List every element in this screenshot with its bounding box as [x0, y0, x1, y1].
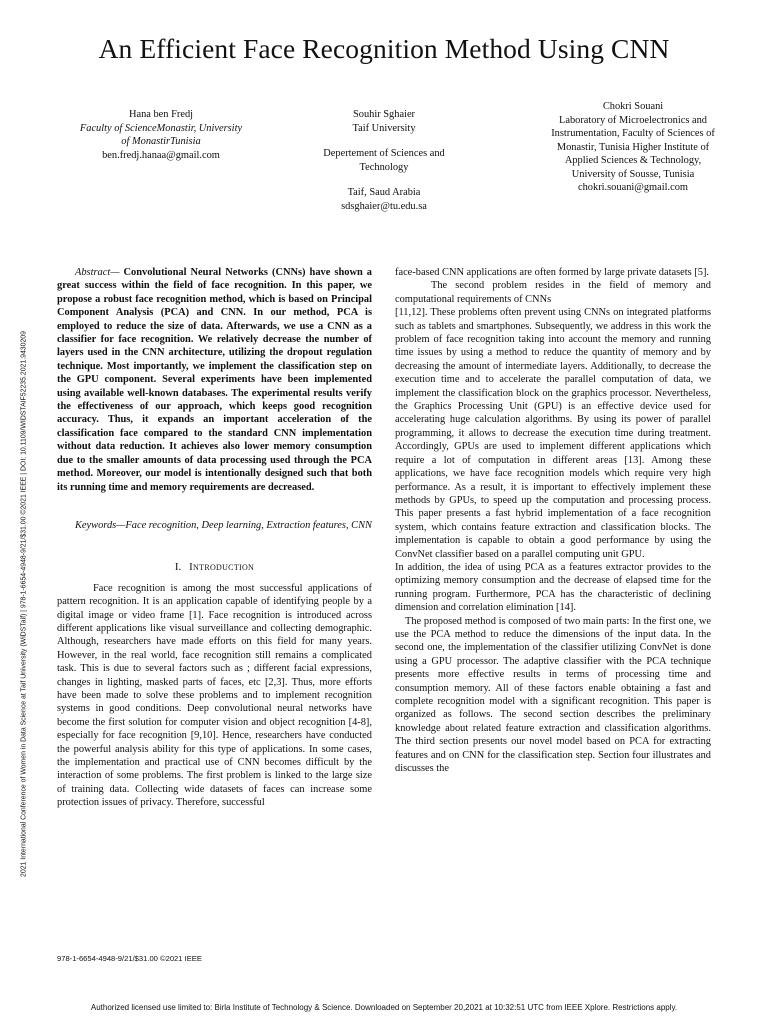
author-affiliation: Monastir, Tunisia Higher Institute of: [556, 141, 710, 153]
right-column: [395, 266, 711, 775]
body-paragraph: The second problem resides in the field of memory and computational requirements of CNNs: [395, 280, 711, 305]
conference-sidebar-text: 2021 International Conference of Women in Data Science at Taif University (WiDSTaif) | 978-1-6654-4948-9/21/$31.00 ©2021 IEEE | DOI: 10.1109/WIDSTAIF52235.2021.9430209: [20, 331, 28, 877]
section-title: Introduction: [189, 561, 255, 574]
author-email: sdsghaier@tu.edu.sa: [341, 200, 427, 212]
abstract: [57, 266, 372, 494]
author-affiliation: Taif University: [352, 122, 416, 134]
left-column: [57, 266, 372, 810]
author-block-2: [289, 108, 479, 213]
author-affiliation: Instrumentation, Faculty of Sciences of: [551, 128, 715, 139]
author-affiliation: Faculty of ScienceMonastir, University: [79, 122, 243, 134]
author-email: ben.fredj.hanaa@gmail.com: [102, 149, 220, 161]
author-block-3: [513, 100, 753, 195]
abstract-body: Convolutional Neural Networks (CNNs) have shown a great success within the field of face recognition. In this paper, we propose a robust face recognition method, which is based on Principal Component Analysis (PCA) and CNN. In our method, PCA is employed to reduce the size of data. Afterwards, we use a CNN as a classifier for face recognition. We relatively decrease the number of layers used in the CNN architecture, utilizing the dropout regulation technique. Most importantly, we implement the classification step on the GPU component. Several experiments have been implemented using available well-known databases. The experimental results verify the effectiveness of our approach, which keeps good recognition accuracy. Thus, it expands an important acceleration of the classification face compared to the standard CNN implementation without data reduction. It achieves also lower memory consumption due to the smaller amounts of data processing used through the PCA method. Moreover, our model is intentionally designed such that both its running time and memory requirements are decreased.: [57, 267, 372, 493]
author-email: chokri.souani@gmail.com: [578, 182, 688, 193]
abstract-lead: Abstract—: [75, 267, 120, 278]
author-affiliation: Laboratory of Microelectronics and: [558, 114, 707, 126]
body-paragraph: [11,12]. These problems often prevent using CNNs on integrated platforms such as tablets and smartphones. Subsequently, we address in this work the problem of face recognition taking into account the memory and running time issues by using a method to reduce the quantity of memory and by decreasing the amount of intermediate layers. Additionally, to decrease the execution time and to accelerate the parallel computation of data, we implement the classification block on the graphics processor. Nevertheless, the Graphics Processing Unit (GPU) is an effective device used for accelerating huge calculation algorithms. By using its power of parallel programming, it allows to decrease the execution time during treatment. Accordingly, GPUs are used to implement different applications which require a lot of computation in different areas [13]. Among these applications, we have face recognition models which require very high performance. As a result, it is important to effectively implement these methods by GPUs, to speed up the computation and processing process. This paper presents a fast hybrid implementation of a face recognition system, which contains feature extraction and classification blocks. The implementation is capable to obtain a good performance by using the ConvNet classifier based on a parallel computing unit GPU.: [395, 307, 711, 560]
author-affiliation: Technology: [359, 161, 409, 173]
author-affiliation: Depertement of Sciences and: [323, 148, 445, 159]
author-affiliation: Applied Sciences & Technology,: [564, 155, 702, 166]
body-paragraph: face-based CNN applications are often formed by large private datasets [5].: [395, 267, 709, 278]
copyright-notice: 978-1-6654-4948-9/21/$31.00 ©2021 IEEE: [57, 954, 202, 963]
license-footer: Authorized licensed use limited to: Birla Institute of Technology & Science. Downloaded on September 20,2021 at 10:32:51 UTC from IEEE Xplore. Restrictions apply.: [90, 1003, 678, 1012]
author-affiliation: University of Sousse, Tunisia: [571, 168, 695, 180]
author-location: Taif, Saud Arabia: [347, 187, 421, 198]
section-number: I.: [174, 561, 182, 574]
body-paragraph: In addition, the idea of using PCA as a features extractor provides to the optimizing memory consumption and the decrease of elapsed time for the running program. Furthermore, PCA has the characteristic of declining dimension and correlation elimination [14].: [395, 561, 711, 614]
body-paragraph: The proposed method is composed of two main parts: In the first one, we use the PCA method to reduce the dimensions of the input data. In the second one, the implementation of the classifier utilizing ConvNet is done using a GPU processor. The adaptive classifier with the PCA technique presents more effective results in terms of processing time and consumption memory. All of these factors enable obtaining a fast and complete recognition model with a significant recognition. This paper is organized as follows. The second section describes the preliminary knowledge about related feature extraction and classification algorithms. The third section presents our novel model based on PCA for extracting features and on CNN for the classification step. Section four illustrates and discusses the: [395, 615, 711, 775]
author-name: Souhir Sghaier: [352, 109, 416, 120]
keywords: Keywords—Face recognition, Deep learning, Extraction features, CNN: [75, 519, 372, 531]
author-block-1: [66, 108, 256, 162]
paper-title: An Efficient Face Recognition Method Using CNN: [98, 33, 670, 64]
author-name: Hana ben Fredj: [128, 109, 194, 120]
author-affiliation: of MonastirTunisia: [121, 136, 201, 147]
section-heading: [57, 561, 372, 574]
conference-sidebar: [12, 238, 36, 970]
body-paragraph: Face recognition is among the most successful applications of pattern recognition. It is an application capable of identifying people by a digital image or video frame [1]. Face recognition is introduced across different applications like visual surveillance and collecting demographic. Although, researchers have made efforts on this field for many years. However, in the real world, face recognition still remains a complicated task. This is due to several factors such as ; different facial expressions, changes in lighting, masked parts of faces, etc [2,3]. Thus, more efforts have been made to solve these problems and to implement recognition systems in good conditions. Deep convolutional neural networks have become the first solution for computer vision and object recognition [4-8], especially for face recognition [9,10]. Hence, researchers have conducted the powerful analysis ability for this type of applications. In some cases, the implementation and practical use of CNN becomes difficult by the interaction of some problems. The first problem is linked to the large size of training data. Collecting wide datasets of faces can increase some protection issues of privacy. Therefore, successful: [57, 582, 372, 809]
author-name: Chokri Souani: [602, 101, 664, 112]
